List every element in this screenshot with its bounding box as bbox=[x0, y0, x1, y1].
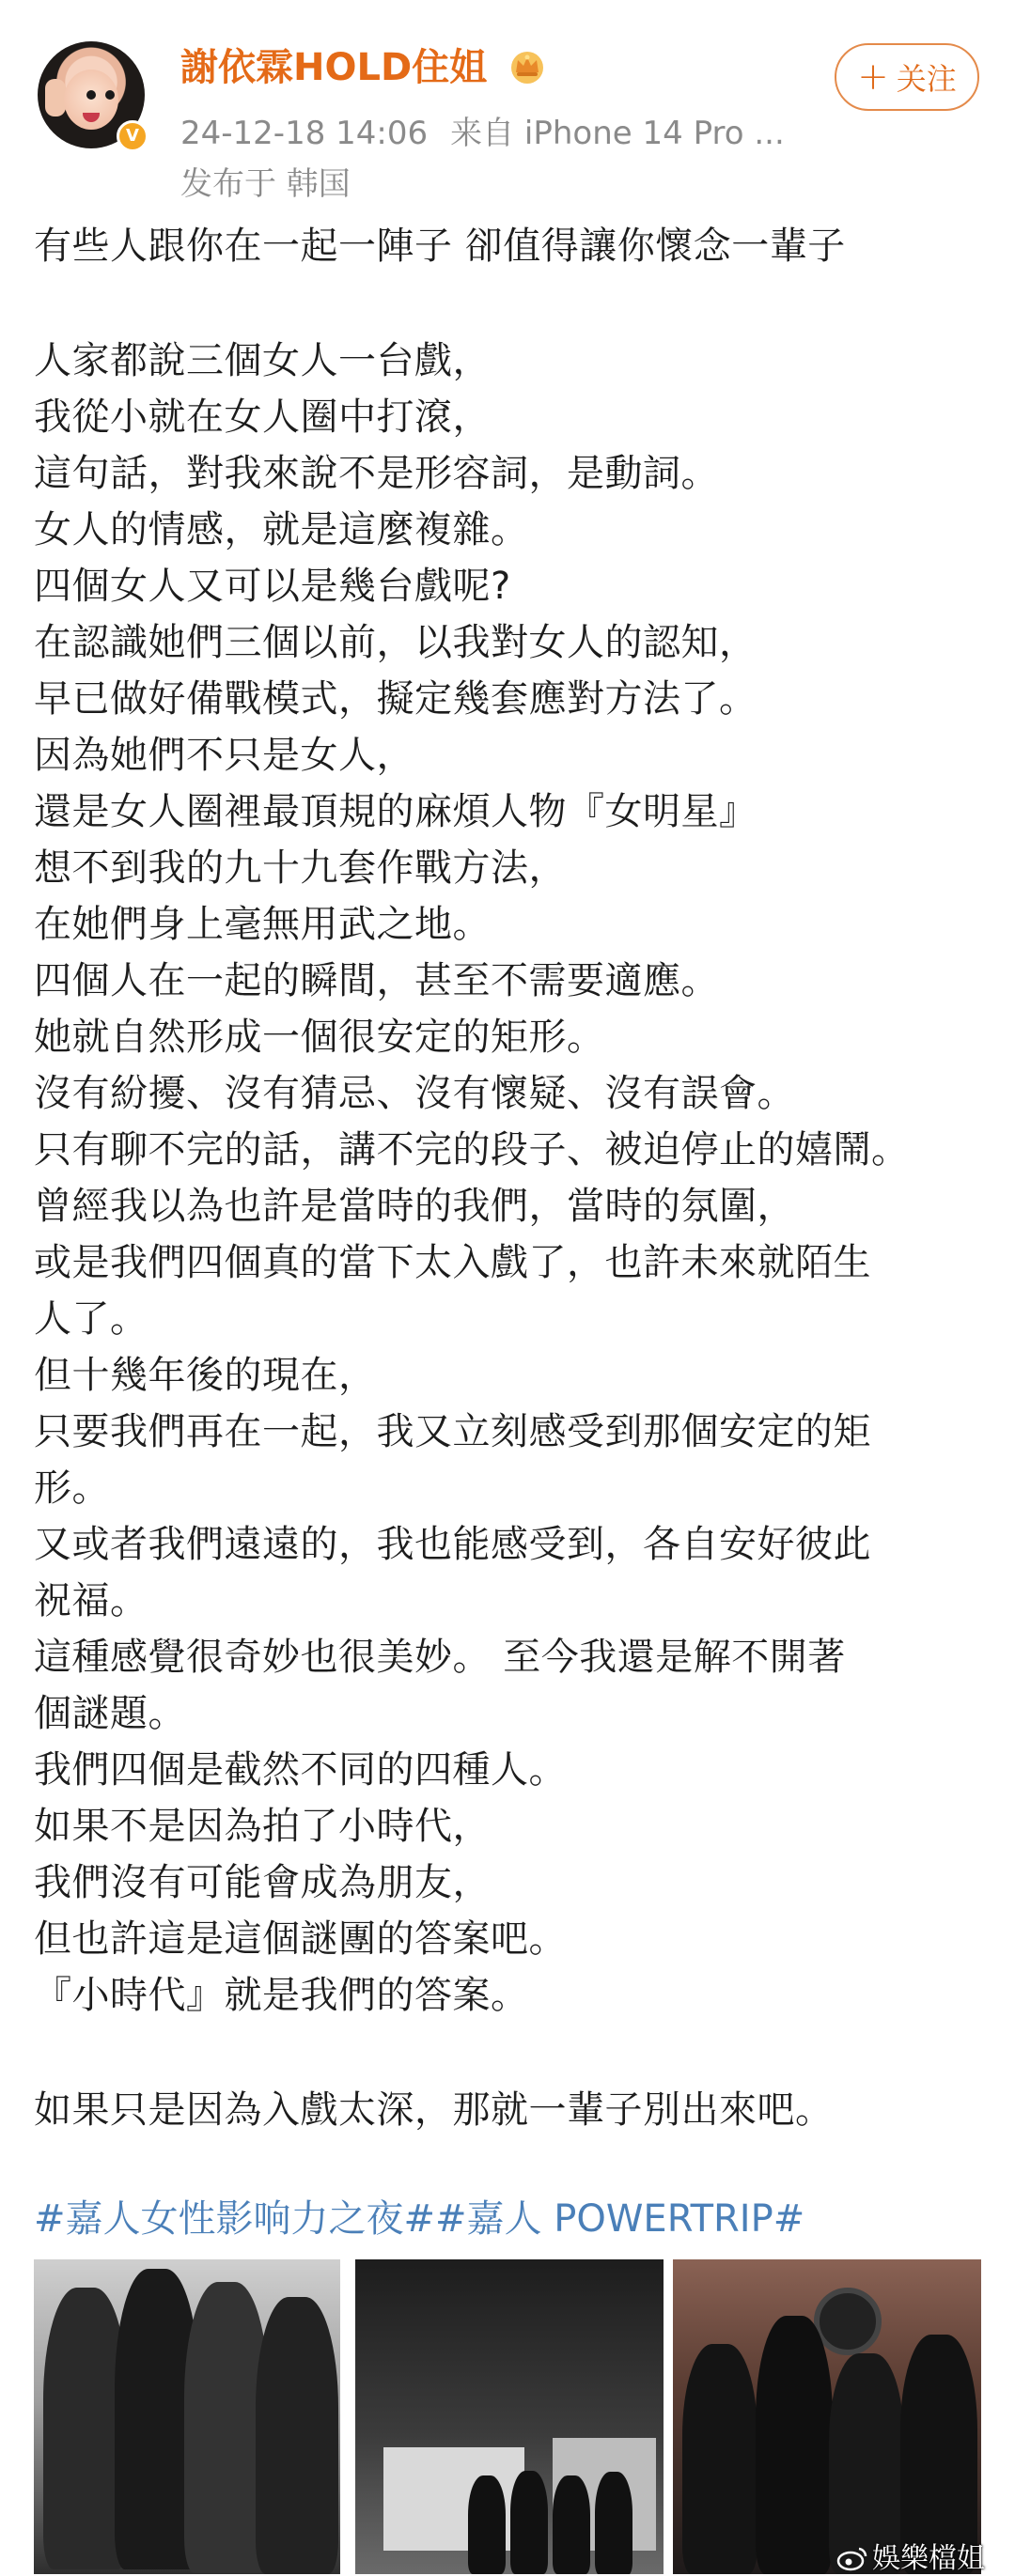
post-text-line: 人了。 bbox=[34, 1297, 148, 1341]
plus-icon: + bbox=[857, 55, 889, 99]
crown-icon bbox=[508, 48, 547, 84]
post-body bbox=[34, 218, 989, 2138]
post-text-line: 但十幾年後的現在， bbox=[34, 1354, 377, 1397]
person-figure bbox=[756, 2316, 833, 2574]
post-text-line: 在她們身上毫無用武之地。 bbox=[34, 903, 491, 946]
person-figure bbox=[510, 2471, 548, 2574]
follow-label: 关注 bbox=[896, 61, 957, 97]
post-text-line: 四個人在一起的瞬間，甚至不需要適應。 bbox=[34, 959, 719, 1002]
username-text[interactable]: 謝依霖HOLD住姐 bbox=[180, 46, 488, 89]
person-figure bbox=[468, 2475, 506, 2574]
post-text-line: 這句話，對我來說不是形容詞，是動詞。 bbox=[34, 452, 719, 495]
post-text-line: 祝福。 bbox=[34, 1579, 148, 1622]
post-text-line: 在認識她們三個以前，以我對女人的認知， bbox=[34, 621, 757, 664]
post-timestamp: 24-12-18 14:06 bbox=[180, 115, 429, 152]
post-text-line: 我們沒有可能會成為朋友， bbox=[34, 1861, 491, 1904]
avatar-eye bbox=[86, 90, 96, 100]
post-image-2[interactable] bbox=[355, 2259, 664, 2574]
post-image-1[interactable] bbox=[34, 2259, 340, 2574]
post-text-line: 這種感覺很奇妙也很美妙。 至今我還是解不開著 bbox=[34, 1636, 846, 1679]
person-figure bbox=[595, 2472, 632, 2574]
watermark bbox=[836, 2535, 985, 2576]
post-text-line: 個謎題。 bbox=[34, 1692, 186, 1735]
post-text-line: 女人的情感，就是這麼複雜。 bbox=[34, 508, 529, 551]
post-text-line: 我們四個是截然不同的四種人。 bbox=[34, 1748, 567, 1792]
avatar-hand bbox=[45, 79, 66, 116]
post-text-line: 『小時代』就是我們的答案。 bbox=[34, 1974, 529, 2017]
avatar-eye bbox=[105, 90, 115, 100]
person-figure bbox=[553, 2475, 590, 2574]
post-text-line: 只有聊不完的話，講不完的段子、被迫停止的嬉鬧。 bbox=[34, 1128, 910, 1172]
username[interactable] bbox=[180, 38, 547, 91]
post-text-line: 還是女人圈裡最頂規的麻煩人物『女明星』 bbox=[34, 790, 757, 833]
post-text-line: 曾經我以為也許是當時的我們，當時的氛圍， bbox=[34, 1185, 795, 1228]
hashtag-link[interactable]: #嘉人女性影响力之夜##嘉人 POWERTRIP# bbox=[34, 2197, 805, 2241]
post-text-line: 如果不是因為拍了小時代， bbox=[34, 1805, 491, 1848]
post-image-3[interactable] bbox=[673, 2259, 981, 2574]
person-figure bbox=[682, 2344, 757, 2574]
post-source: 来自 iPhone 14 Pro ... bbox=[450, 115, 785, 152]
post-text-line: 形。 bbox=[34, 1466, 110, 1510]
follow-button[interactable] bbox=[835, 43, 979, 111]
post-text-line: 想不到我的九十九套作戰方法， bbox=[34, 846, 567, 890]
post-text-line: 因為她們不只是女人， bbox=[34, 734, 414, 777]
post-text-line: 只要我們再在一起，我又立刻感受到那個安定的矩 bbox=[34, 1410, 871, 1453]
wall-record bbox=[814, 2288, 882, 2355]
post-text-line: 她就自然形成一個很安定的矩形。 bbox=[34, 1016, 605, 1059]
post-text-line: 有些人跟你在一起一陣子 卻值得讓你懷念一輩子 bbox=[34, 225, 846, 268]
post-text-line: 如果只是因為入戲太深，那就一輩子別出來吧。 bbox=[34, 2088, 834, 2132]
weibo-icon bbox=[836, 2545, 868, 2571]
post-text-line: 沒有紛擾、沒有猜忌、沒有懷疑、沒有誤會。 bbox=[34, 1072, 795, 1115]
post-text-line: 四個女人又可以是幾台戲呢? bbox=[34, 565, 511, 608]
post-text-line: 我從小就在女人圈中打滾， bbox=[34, 396, 491, 439]
person-figure bbox=[256, 2297, 338, 2574]
post-text-line: 早已做好備戰模式，擬定幾套應對方法了。 bbox=[34, 677, 757, 721]
post-meta bbox=[180, 107, 785, 153]
watermark-text: 娛樂檔姐 bbox=[872, 2542, 985, 2575]
post-text-line: 但也許這是這個謎團的答案吧。 bbox=[34, 1917, 567, 1961]
verified-badge-icon: V bbox=[117, 120, 148, 152]
paragraph-break bbox=[34, 2024, 989, 2082]
paragraph-break bbox=[34, 274, 989, 333]
post-text-line: 人家都說三個女人一台戲， bbox=[34, 339, 491, 382]
post-text-line: 又或者我們遠遠的，我也能感受到，各自安好彼此 bbox=[34, 1523, 871, 1566]
post-text-line: 或是我們四個真的當下太入戲了，也許未來就陌生 bbox=[34, 1241, 871, 1284]
post-location: 发布于 韩国 bbox=[180, 165, 351, 203]
